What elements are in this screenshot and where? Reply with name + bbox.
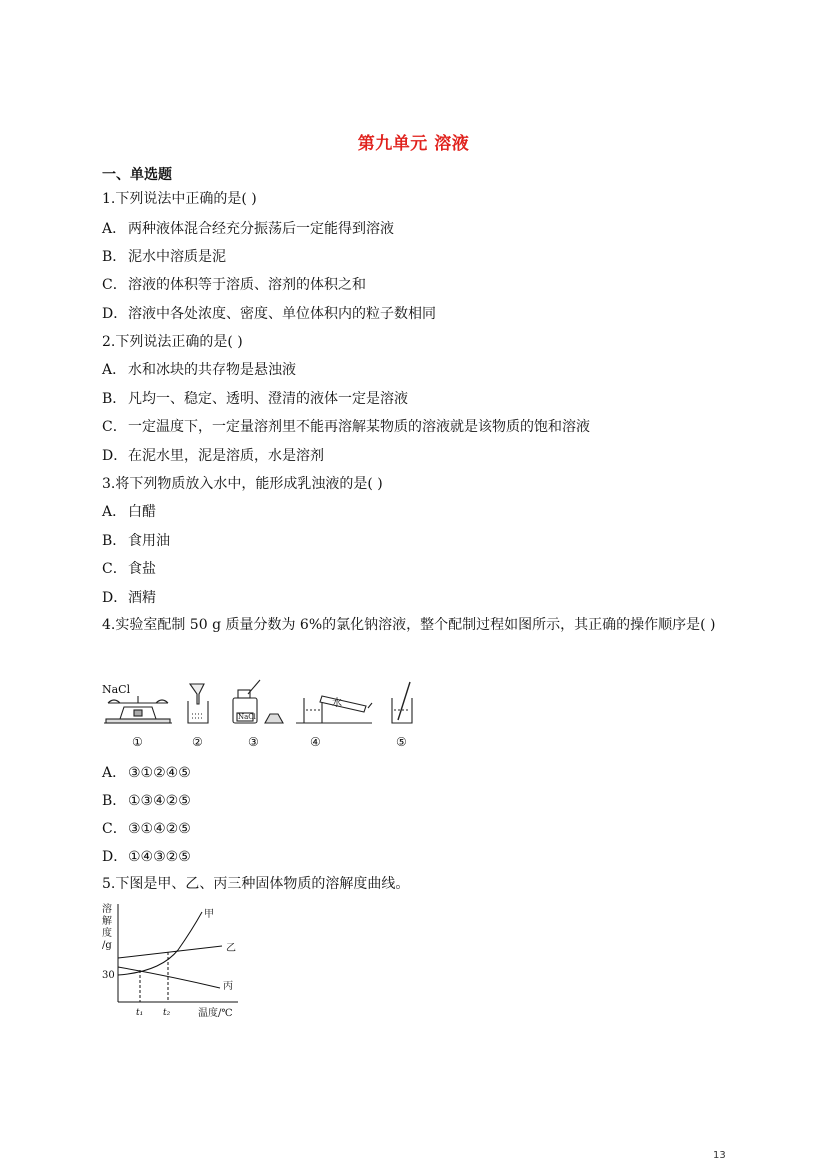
step-label-4: ④ [310, 735, 321, 749]
option-4d [102, 847, 191, 867]
option-text: 食盐 [128, 561, 156, 577]
option-letter: A． [102, 765, 127, 781]
option-2c [102, 417, 590, 437]
option-text: 食用油 [128, 533, 170, 549]
page-title: 第九单元 溶液 [357, 134, 470, 154]
bottle-label: NaCl [238, 713, 256, 721]
solubility-curve-figure [100, 900, 245, 1020]
curve-jia [118, 912, 202, 975]
option-3d [102, 588, 156, 608]
option-letter: C． [102, 561, 127, 577]
lab-procedure-figure [100, 676, 430, 752]
option-letter: B． [102, 391, 127, 407]
option-letter: C． [102, 419, 127, 435]
option-text: 白醋 [128, 504, 156, 520]
step-label-2: ② [192, 735, 203, 749]
section-heading: 一、单选题 [102, 167, 172, 183]
y-label-char-3: 度 [102, 928, 112, 939]
option-4c [102, 819, 191, 839]
step-label-3: ③ [248, 735, 259, 749]
option-letter: C． [102, 277, 127, 293]
option-text: 水和冰块的共存物是悬浊液 [128, 362, 296, 378]
y-label-char-1: 溶 [102, 904, 112, 915]
curve-label-yi: 乙 [226, 943, 236, 954]
nacl-label: NaCl [102, 683, 131, 696]
option-text: 溶液中各处浓度、密度、单位体积内的粒子数相同 [128, 306, 436, 322]
option-text: 酒精 [128, 590, 156, 606]
option-text: ①③④②⑤ [128, 793, 191, 809]
option-letter: A． [102, 362, 127, 378]
y-label-char-4: /g [102, 940, 112, 951]
question-3-stem: 3.将下列物质放入水中，能形成乳浊液的是( ) [102, 476, 383, 492]
step-label-1: ① [132, 735, 143, 749]
option-text: 一定温度下，一定量溶剂里不能再溶解某物质的溶液就是该物质的饱和溶液 [128, 419, 590, 435]
page-number: 13 [713, 1150, 726, 1161]
option-1d [102, 304, 436, 324]
option-2b [102, 389, 408, 409]
curve-bing [118, 967, 220, 988]
option-2d [102, 446, 324, 466]
curve-yi [118, 946, 222, 958]
option-letter: A． [102, 221, 127, 237]
y-label-char-2: 解 [102, 916, 112, 927]
option-text: ③①②④⑤ [128, 765, 191, 781]
water-label: 水 [332, 698, 342, 709]
y-tick-30: 30 [102, 970, 115, 981]
option-text: 泥水中溶质是泥 [128, 249, 226, 265]
question-4-stem: 4.实验室配制 50 g 质量分数为 6%的氯化钠溶液，整个配制过程如图所示，其正确的操作顺序是( ) [102, 617, 716, 633]
option-1b [102, 247, 226, 267]
question-5-stem: 5.下图是甲、乙、丙三种固体物质的溶解度曲线。 [102, 876, 410, 892]
option-3c [102, 559, 156, 579]
step-label-5: ⑤ [396, 735, 407, 749]
option-letter: D． [102, 849, 128, 865]
question-1-stem: 1.下列说法中正确的是( ) [102, 191, 257, 207]
option-text: ①④③②⑤ [128, 849, 191, 865]
curve-label-jia: 甲 [204, 909, 214, 920]
curve-label-bing: 丙 [223, 981, 233, 992]
option-letter: C． [102, 821, 127, 837]
x-tick-t2: t₂ [163, 1008, 171, 1018]
question-2-stem: 2.下列说法正确的是( ) [102, 334, 243, 350]
option-text: 溶液的体积等于溶质、溶剂的体积之和 [128, 277, 366, 293]
option-letter: D． [102, 306, 128, 322]
option-2a [102, 360, 296, 380]
option-text: ③①④②⑤ [128, 821, 191, 837]
option-4b [102, 791, 191, 811]
option-text: 两种液体混合经充分振荡后一定能得到溶液 [128, 221, 394, 237]
x-axis-label: 温度/℃ [198, 1008, 233, 1019]
option-letter: B． [102, 249, 127, 265]
x-tick-t1: t₁ [136, 1008, 144, 1018]
option-1a [102, 219, 394, 239]
option-3a [102, 502, 156, 522]
option-letter: D． [102, 448, 128, 464]
option-3b [102, 531, 170, 551]
option-4a [102, 763, 191, 783]
option-text: 凡均一、稳定、透明、澄清的液体一定是溶液 [128, 391, 408, 407]
option-1c [102, 275, 366, 295]
option-letter: B． [102, 793, 127, 809]
option-letter: A． [102, 504, 127, 520]
option-letter: D． [102, 590, 128, 606]
option-letter: B． [102, 533, 127, 549]
option-text: 在泥水里，泥是溶质，水是溶剂 [128, 448, 324, 464]
